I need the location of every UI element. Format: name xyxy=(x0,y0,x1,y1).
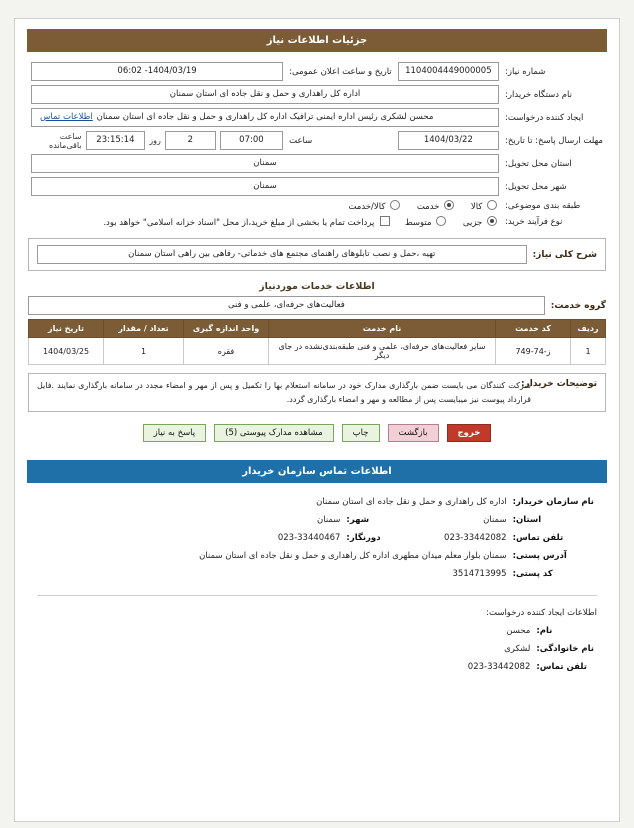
requester-name-value: محسن xyxy=(506,626,531,637)
category-option-kala-khedmat-label: کالا/خدمت xyxy=(348,202,386,212)
need-number-label: شماره نیاز: xyxy=(505,66,546,77)
contact-row-location xyxy=(37,511,597,529)
contact-section-title: اطلاعات تماس سازمان خریدار xyxy=(27,460,607,483)
remaining-time-value: 23:15:14 xyxy=(86,131,146,150)
requester-table xyxy=(37,622,597,676)
contact-province-value: سمنان xyxy=(483,515,507,526)
cell-date: 1404/03/25 xyxy=(29,338,104,365)
attachments-button[interactable]: مشاهده مدارک پیوستی (5) xyxy=(214,424,333,442)
announce-cell xyxy=(28,60,286,83)
category-option-kala-khedmat[interactable] xyxy=(348,200,402,212)
section-divider xyxy=(37,595,597,596)
requester-info xyxy=(37,622,597,676)
contact-phone-value: 023-33442082 xyxy=(444,533,507,544)
contact-address-label: آدرس پستی: xyxy=(512,551,567,562)
process-option-motavaset-label: متوسط xyxy=(404,218,432,228)
service-group-row xyxy=(28,296,606,315)
city-value: سمنان xyxy=(31,177,499,196)
services-table-header xyxy=(29,320,606,338)
summary-label: شرح کلی نیاز: xyxy=(532,249,597,260)
category-option-khedmat[interactable] xyxy=(417,200,456,212)
row-buyer-org xyxy=(28,83,606,106)
services-section-title: اطلاعات خدمات موردنیاز xyxy=(259,281,375,292)
creator-label xyxy=(502,106,606,129)
cell-unit: فقره xyxy=(184,338,269,365)
creator-label-text: ایجاد کننده درخواست: xyxy=(505,112,584,123)
creator-contact-link[interactable]: اطلاعات تماس xyxy=(40,112,93,122)
contact-row-postal xyxy=(37,565,597,583)
deadline-date-value: 1404/03/22 xyxy=(398,131,499,150)
buyer-notes-section xyxy=(28,373,606,412)
requester-phone-value: 023-33442082 xyxy=(467,662,531,673)
radio-kala-icon[interactable] xyxy=(487,200,497,210)
buyer-notes-label: توضیحات خریدار: xyxy=(521,379,597,389)
process-option-motavaset[interactable] xyxy=(405,216,448,228)
summary-value: تهیه ،حمل و نصب تابلوهای راهنمای مجتمع های خدماتی- رفاهی بین راهی استان سمنان xyxy=(37,245,527,264)
document-sheet xyxy=(14,18,620,822)
row-city xyxy=(28,175,606,198)
process-options xyxy=(28,214,502,230)
services-table xyxy=(28,319,606,365)
page-title: جزئیات اطلاعات نیاز xyxy=(27,29,607,52)
requester-name-label: نام: xyxy=(536,626,553,637)
requester-family-value: لشکری xyxy=(504,644,531,655)
category-option-kala[interactable] xyxy=(471,200,499,212)
province-label: استان محل تحویل: xyxy=(505,158,572,169)
col-name: نام خدمت xyxy=(269,320,496,338)
cell-qty: 1 xyxy=(104,338,184,365)
contact-fax-label: دورنگار: xyxy=(346,533,381,544)
radio-kala-khedmat-icon[interactable] xyxy=(390,200,400,210)
city-label: شهر محل تحویل: xyxy=(505,181,567,192)
checkbox-payment-icon[interactable] xyxy=(380,216,390,226)
cell-code: ز-74-749 xyxy=(496,338,571,365)
cell-radif: 1 xyxy=(571,338,606,365)
contact-row-phone xyxy=(37,529,597,547)
contact-address-value: سمنان بلوار معلم میدان مطهری اداره کل راهداری و حمل و نقل جاده ای استان سمنان xyxy=(199,551,507,562)
contact-postal-label: کد پستی: xyxy=(512,569,553,580)
respond-button[interactable]: پاسخ به نیاز xyxy=(143,424,207,442)
row-creator xyxy=(28,106,606,129)
radio-khedmat-icon[interactable] xyxy=(444,200,454,210)
deadline-hour-cell xyxy=(28,129,286,152)
deadline-date-cell xyxy=(395,129,502,152)
category-option-kala-label: کالا xyxy=(470,202,483,212)
contact-phone-label: تلفن تماس: xyxy=(512,533,564,544)
process-note-text: پرداخت تمام یا بخشی از مبلغ خرید،از محل "اسناد خزانه اسلامی" خواهد بود. xyxy=(103,218,375,228)
row-deadline xyxy=(28,129,606,152)
deadline-label: مهلت ارسال پاسخ: تا تاریخ: xyxy=(505,135,603,146)
requester-row-phone xyxy=(37,658,597,676)
deadline-hour-value: 07:00 xyxy=(220,131,283,150)
cell-name: سایر فعالیت‌های حرفه‌ای، علمی و فنی طبقه‌بندی‌نشده در جای دیگر xyxy=(269,338,496,365)
need-number-value: 1104004449000005 xyxy=(398,62,499,81)
buyer-org-label: نام دستگاه خریدار: xyxy=(505,89,572,100)
process-label: نوع فرآیند خرید: xyxy=(505,217,563,227)
buyer-org-cell xyxy=(28,83,502,106)
creator-value: محسن لشکری رئیس اداره ایمنی ترافیک اداره کل راهداری و حمل و نقل جاده ای استان سمنان xyxy=(96,112,434,122)
requester-family-label: نام خانوادگی: xyxy=(536,644,594,655)
service-group-label: گروه خدمت: xyxy=(550,300,606,311)
contact-table xyxy=(37,493,597,583)
process-payment-note xyxy=(103,216,390,228)
city-cell xyxy=(28,175,502,198)
remaining-days-value: 2 xyxy=(165,131,216,150)
radio-motavaset-icon[interactable] xyxy=(436,216,446,226)
back-button[interactable]: بازگشت xyxy=(388,424,439,442)
print-button[interactable]: چاپ xyxy=(342,424,380,442)
row-category xyxy=(28,198,606,214)
buyer-org-value: اداره کل راهداری و حمل و نقل جاده ای استان سمنان xyxy=(31,85,499,104)
category-option-khedmat-label: خدمت xyxy=(416,202,440,212)
contact-row-org xyxy=(37,493,597,511)
announce-value: 1404/03/19- 06:02 xyxy=(31,62,283,81)
exit-button[interactable]: خروج xyxy=(447,424,492,442)
contact-org-value: اداره کل راهداری و حمل و نقل جاده ای استان سمنان xyxy=(316,497,507,508)
process-option-jozi[interactable] xyxy=(463,216,499,228)
row-process xyxy=(28,214,606,230)
category-options xyxy=(28,198,502,214)
row-province xyxy=(28,152,606,175)
summary-row xyxy=(37,245,597,264)
col-radif: ردیف xyxy=(571,320,606,338)
row-need-number xyxy=(28,60,606,83)
col-unit: واحد اندازه گیری xyxy=(184,320,269,338)
deadline-hour-label: ساعت xyxy=(289,135,313,146)
need-info-form xyxy=(28,60,606,230)
action-buttons xyxy=(15,424,619,442)
col-code: کد خدمت xyxy=(496,320,571,338)
announce-label: تاریخ و ساعت اعلان عمومی: xyxy=(289,66,392,77)
process-option-jozi-label: جزیی xyxy=(462,218,483,228)
province-cell xyxy=(28,152,502,175)
creator-value-box xyxy=(31,108,499,127)
remaining-days-label: روز xyxy=(149,136,161,145)
contact-org-label: نام سازمان خریدار: xyxy=(512,497,594,508)
creator-cell xyxy=(28,106,502,129)
contact-fax-value: 023-33440467 xyxy=(277,533,341,544)
requester-row-family xyxy=(37,640,597,658)
requester-phone-label: تلفن تماس: xyxy=(536,662,587,673)
service-group-value: فعالیت‌های حرفه‌ای، علمی و فنی xyxy=(28,296,545,315)
col-date: تاریخ نیاز xyxy=(29,320,104,338)
contact-info xyxy=(37,493,597,583)
contact-city-value: سمنان xyxy=(316,515,341,526)
requester-section-title: اطلاعات ایجاد کننده درخواست: xyxy=(486,608,597,619)
category-label: طبقه بندی موضوعی: xyxy=(505,201,581,211)
table-row xyxy=(29,338,606,365)
buyer-notes-text: شرکت کنندگان می بایست ضمن بارگذاری مدارک خود در سامانه استعلام بها را تکمیل و پس از مهر و امضاء مجدد در سامانه بارگذاری نمایند .فایل قرارداد پیوست نیز میبایست پس از مطالعه و مهر و امضاء بارگذاری گردد. xyxy=(37,381,531,404)
contact-postal-value: 3514713995 xyxy=(452,569,507,580)
province-value: سمنان xyxy=(31,154,499,173)
need-number-cell xyxy=(395,60,502,83)
remaining-time-label: ساعت باقی‌مانده xyxy=(49,131,82,150)
contact-province-label: استان: xyxy=(512,515,542,526)
radio-jozi-icon[interactable] xyxy=(487,216,497,226)
contact-city-label: شهر: xyxy=(346,515,370,526)
contact-row-address xyxy=(37,547,597,565)
summary-section xyxy=(28,238,606,271)
requester-row-name xyxy=(37,622,597,640)
col-qty: تعداد / مقدار xyxy=(104,320,184,338)
